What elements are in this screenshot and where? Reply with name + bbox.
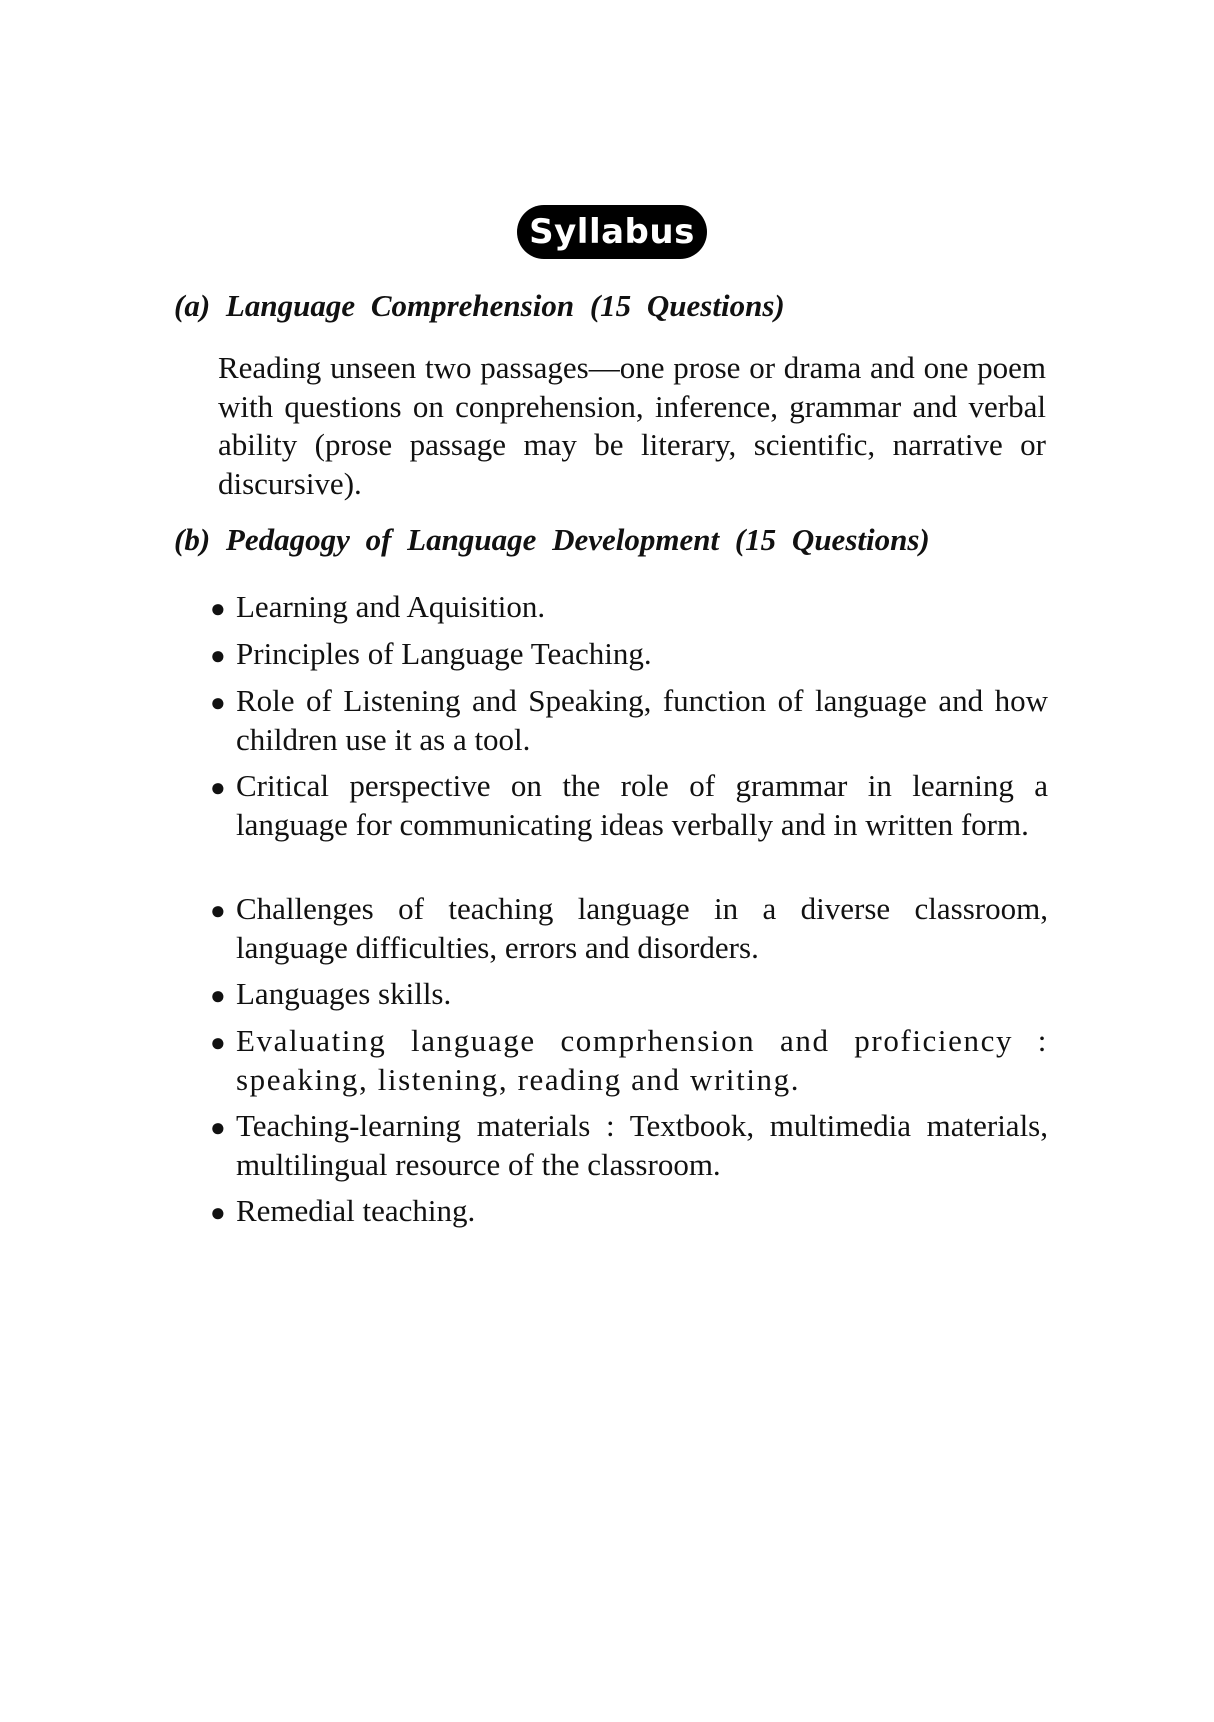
section-b-heading: (b) Pedagogy of Language Development (15 Questions) — [174, 522, 930, 557]
list-item — [206, 1022, 1048, 1099]
syllabus-title: Syllabus — [517, 205, 707, 259]
list-item — [206, 767, 1048, 844]
bullet-icon: ● — [210, 1028, 226, 1057]
section-a-heading: (a) Language Comprehension (15 Questions) — [174, 288, 785, 323]
bullet-icon: ● — [210, 1113, 226, 1142]
list-item-text: Principles of Language Teaching. — [236, 636, 652, 671]
bullet-icon: ● — [210, 773, 226, 802]
bullet-icon: ● — [210, 641, 226, 670]
list-item — [206, 1107, 1048, 1184]
list-item — [206, 588, 1048, 627]
list-item — [206, 975, 1048, 1014]
list-item — [206, 1192, 1048, 1231]
list-item-text: Teaching-learning materials : Textbook, multimedia materials, multilingual resource of the classroom. — [236, 1108, 1048, 1182]
list-item — [206, 682, 1048, 759]
list-item — [206, 635, 1048, 674]
list-item-text: Learning and Aquisition. — [236, 589, 546, 624]
list-item-text: Critical perspective on the role of grammar in learning a language for communicating ideas verbally and in written form. — [236, 768, 1048, 842]
list-item-text: Evaluating language comprhension and proficiency : speaking, listening, reading and writing. — [236, 1023, 1048, 1097]
bullet-icon: ● — [210, 1198, 226, 1227]
list-item — [206, 890, 1048, 967]
list-item-text: Languages skills. — [236, 976, 452, 1011]
list-item-text: Role of Listening and Speaking, function of language and how children use it as a tool. — [236, 683, 1048, 757]
bullet-icon: ● — [210, 896, 226, 925]
list-item-text: Challenges of teaching language in a diverse classroom, language difficulties, errors and disorders. — [236, 891, 1048, 965]
section-a-paragraph: Reading unseen two passages—one prose or drama and one poem with questions on conprehension, inference, grammar and verbal ability (prose passage may be literary, scientific, narrative or discursive). — [218, 350, 1046, 501]
bullet-icon: ● — [210, 981, 226, 1010]
bullet-icon: ● — [210, 594, 226, 623]
list-item-text: Remedial teaching. — [236, 1193, 476, 1228]
bullet-icon: ● — [210, 688, 226, 717]
